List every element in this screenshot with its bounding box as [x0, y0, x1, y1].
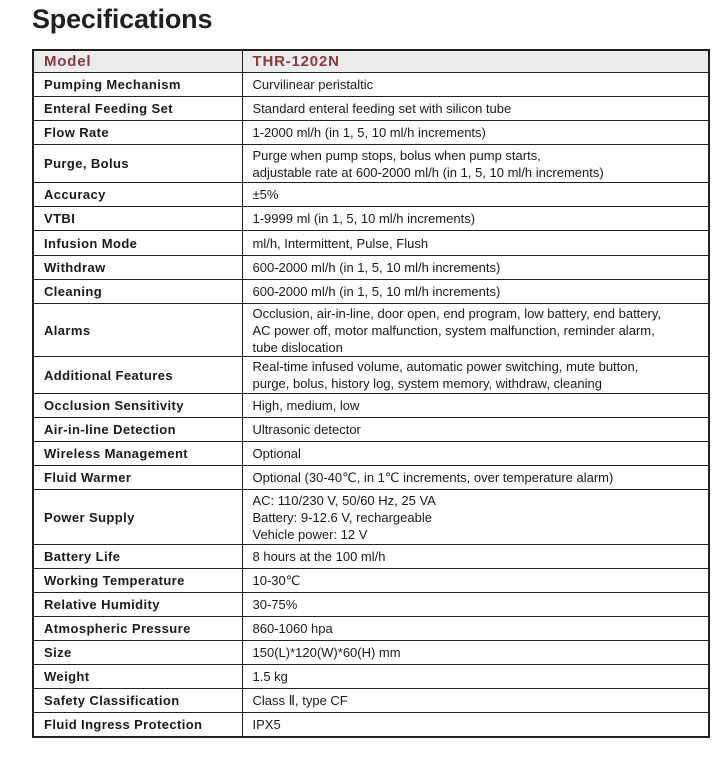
spec-value-line: ml/h, Intermittent, Pulse, Flush: [252, 235, 429, 251]
spec-label: VTBI: [33, 207, 242, 231]
table-row: [33, 207, 709, 231]
spec-value: [242, 442, 709, 466]
table-row: [33, 418, 709, 442]
table-row: [33, 569, 709, 593]
spec-value: [242, 490, 709, 545]
spec-label: Power Supply: [33, 490, 242, 545]
spec-label: Purge, Bolus: [33, 145, 242, 183]
spec-value: [242, 207, 709, 231]
spec-value: [242, 466, 709, 490]
spec-value-line: 1-2000 ml/h (in 1, 5, 10 ml/h increments): [252, 125, 486, 140]
spec-label: Battery Life: [33, 545, 242, 569]
spec-value-line: 1.5 kg: [252, 669, 288, 684]
spec-value: [242, 569, 709, 593]
spec-value-line: Ultrasonic detector: [252, 422, 361, 437]
table-row: [33, 97, 709, 121]
spec-value-line: AC: 110/230 V, 50/60 Hz, 25 VA: [252, 492, 436, 508]
spec-value-line: 10-30℃: [252, 573, 301, 588]
spec-value-line: purge, bolus, history log, system memory, withdraw, cleaning: [252, 376, 602, 391]
spec-value: [242, 121, 709, 145]
spec-value: [242, 394, 709, 418]
spec-value: [242, 280, 709, 304]
table-row: [33, 145, 709, 183]
spec-label: Infusion Mode: [33, 231, 242, 256]
spec-label: Atmospheric Pressure: [33, 617, 242, 641]
spec-label: Fluid Warmer: [33, 466, 242, 490]
spec-value-line: 600-2000 ml/h (in 1, 5, 10 ml/h increments): [252, 284, 501, 299]
spec-value: [242, 665, 709, 689]
spec-value-line: High, medium, low: [252, 398, 360, 413]
spec-value-line: tube dislocation: [252, 339, 343, 355]
table-row: [33, 641, 709, 665]
spec-value-line: Occlusion, air-in-line, door open, end program, low battery, end battery,: [252, 305, 662, 321]
spec-value-line: IPX5: [252, 716, 281, 732]
spec-value-line: AC power off, motor malfunction, system malfunction, reminder alarm,: [252, 322, 655, 338]
spec-value-line: Purge when pump stops, bolus when pump starts,: [252, 147, 541, 163]
spec-label: Occlusion Sensitivity: [33, 394, 242, 418]
spec-value-line: Standard enteral feeding set with silicon tube: [252, 101, 512, 116]
spec-label: Size: [33, 641, 242, 665]
spec-label: Air-in-line Detection: [33, 418, 242, 442]
page-title: Specifications: [32, 4, 213, 34]
spec-value-line: adjustable rate at 600-2000 ml/h (in 1, 5, 10 ml/h increments): [252, 164, 604, 180]
model-value: THR-1202N: [242, 50, 709, 73]
table-row: [33, 442, 709, 466]
table-row: [33, 256, 709, 280]
spec-label: Working Temperature: [33, 569, 242, 593]
spec-label: Alarms: [33, 304, 242, 357]
spec-value-line: Optional (30-40℃, in 1℃ increments, over temperature alarm): [252, 470, 614, 485]
spec-label: Fluid Ingress Protection: [33, 713, 242, 737]
spec-value-line: 860-1060 hpa: [252, 621, 333, 636]
spec-label: Wireless Management: [33, 442, 242, 466]
spec-label: Accuracy: [33, 183, 242, 207]
spec-value-line: Vehicle power: 12 V: [252, 526, 368, 542]
table-row: [33, 231, 709, 256]
spec-value-line: Real-time infused volume, automatic power switching, mute button,: [252, 359, 639, 374]
table-row: [33, 121, 709, 145]
spec-label: Relative Humidity: [33, 593, 242, 617]
spec-label: Weight: [33, 665, 242, 689]
table-row: [33, 713, 709, 737]
spec-label: Withdraw: [33, 256, 242, 280]
spec-value: [242, 231, 709, 256]
spec-value-line: 30-75%: [252, 597, 298, 612]
table-row: [33, 466, 709, 490]
table-row: [33, 545, 709, 569]
table-row: [33, 665, 709, 689]
spec-label: Enteral Feeding Set: [33, 97, 242, 121]
table-header-row: [33, 50, 709, 73]
spec-label: Safety Classification: [33, 689, 242, 713]
spec-value-line: 150(L)*120(W)*60(H) mm: [252, 645, 401, 660]
spec-value: [242, 304, 709, 357]
table-row: [33, 689, 709, 713]
spec-value: [242, 689, 709, 713]
spec-value-line: Class Ⅱ, type CF: [252, 693, 348, 708]
spec-value: [242, 617, 709, 641]
spec-value: [242, 545, 709, 569]
spec-value: [242, 256, 709, 280]
spec-value: [242, 145, 709, 183]
table-row: [33, 617, 709, 641]
table-row: [33, 593, 709, 617]
spec-value: [242, 357, 709, 394]
spec-value: [242, 713, 709, 737]
spec-value: [242, 97, 709, 121]
spec-value: [242, 183, 709, 207]
table-row: [33, 183, 709, 207]
spec-value-line: Optional: [252, 446, 301, 461]
table-row: [33, 394, 709, 418]
spec-value-line: Battery: 9-12.6 V, rechargeable: [252, 509, 432, 525]
table-row: [33, 304, 709, 357]
specifications-table: [32, 49, 710, 738]
spec-value: [242, 593, 709, 617]
spec-value: [242, 73, 709, 97]
spec-label: Additional Features: [33, 357, 242, 394]
spec-label: Cleaning: [33, 280, 242, 304]
spec-value-line: 1-9999 ml (in 1, 5, 10 ml/h increments): [252, 211, 476, 226]
spec-value-line: 8 hours at the 100 ml/h: [252, 549, 386, 564]
table-row: [33, 357, 709, 394]
spec-label: Flow Rate: [33, 121, 242, 145]
spec-value-line: Curvilinear peristaltic: [252, 77, 374, 92]
table-row: [33, 73, 709, 97]
table-row: [33, 280, 709, 304]
specifications-table-body: [33, 50, 709, 737]
spec-value: [242, 641, 709, 665]
spec-label: Pumping Mechanism: [33, 73, 242, 97]
spec-value: [242, 418, 709, 442]
model-label: Model: [33, 50, 242, 73]
table-row: [33, 490, 709, 545]
spec-value-line: 600-2000 ml/h (in 1, 5, 10 ml/h increments): [252, 260, 501, 275]
spec-value-line: ±5%: [252, 187, 279, 202]
